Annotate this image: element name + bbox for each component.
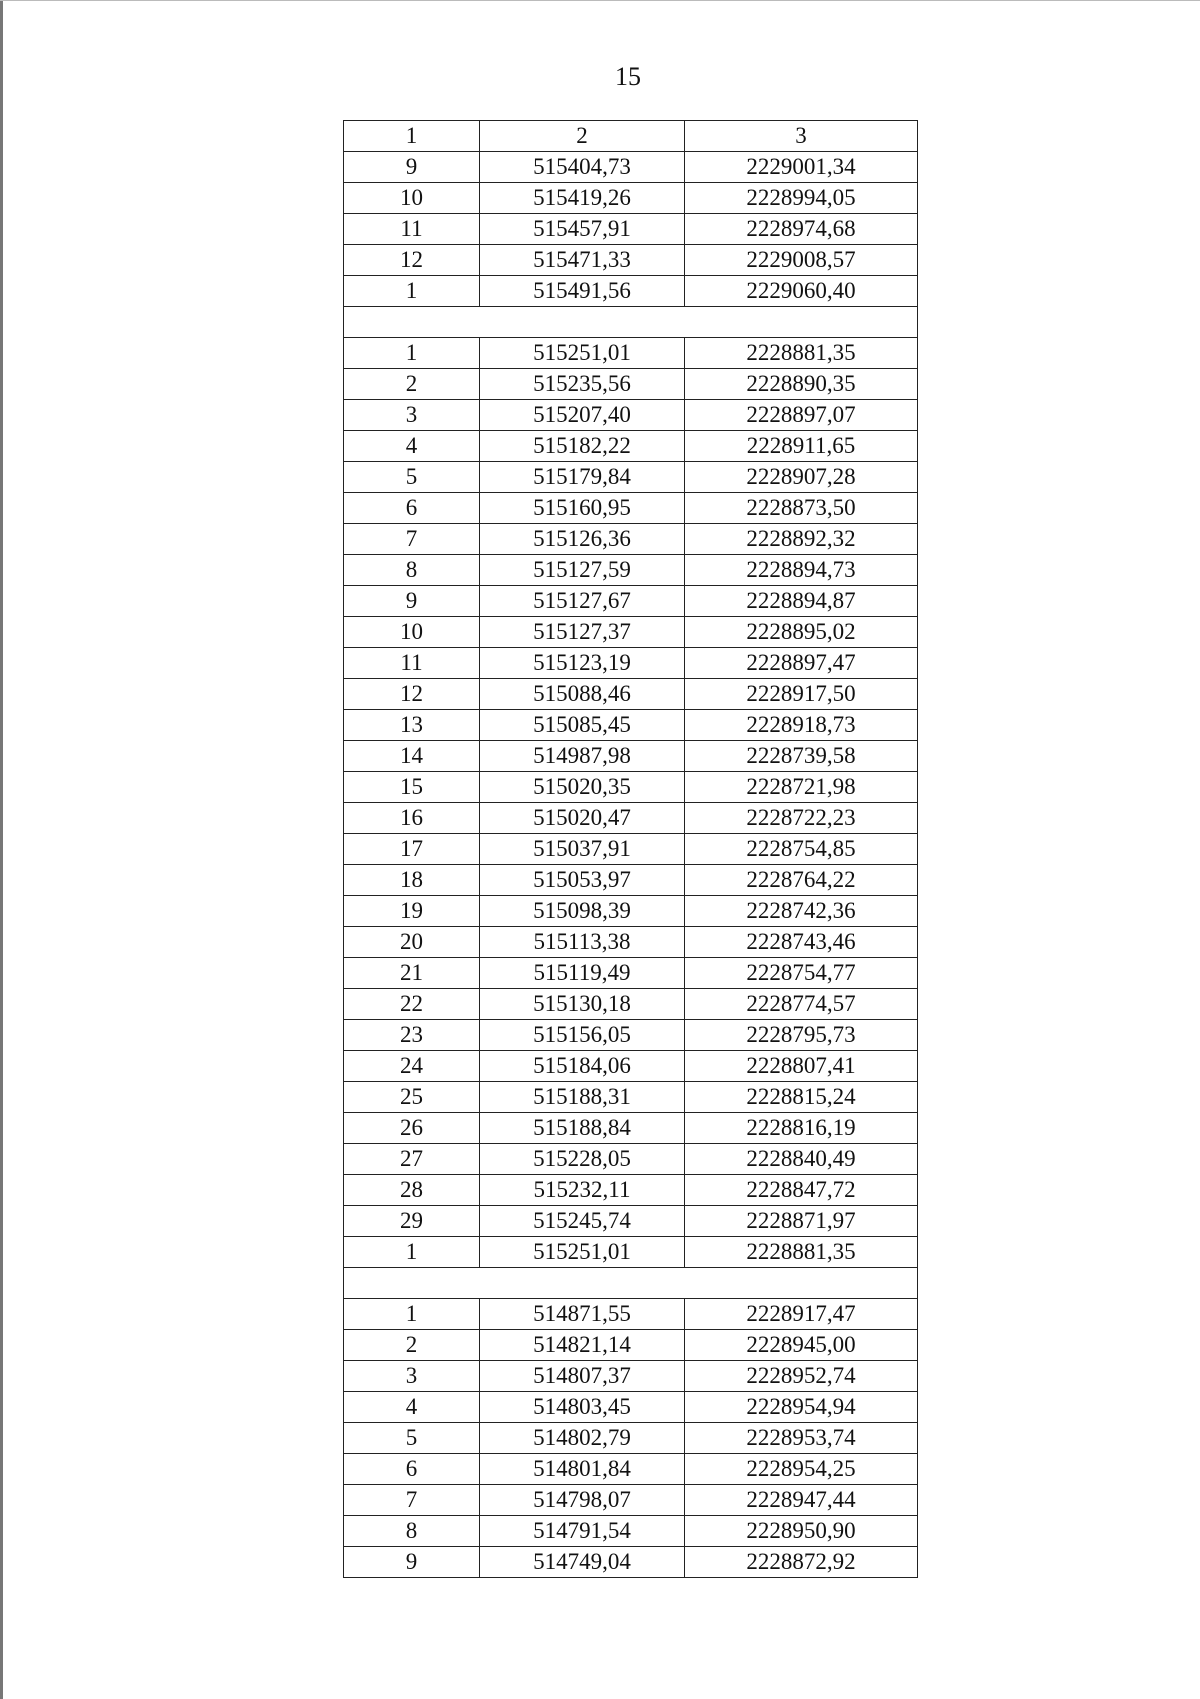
table-row <box>344 524 918 555</box>
table-row <box>344 679 918 710</box>
point-number-cell: 5 <box>344 462 480 493</box>
point-number-cell: 22 <box>344 989 480 1020</box>
x-coordinate-cell: 515179,84 <box>480 462 685 493</box>
header-cell-x: 2 <box>480 121 685 152</box>
point-number-cell: 17 <box>344 834 480 865</box>
point-number-cell: 12 <box>344 245 480 276</box>
y-coordinate-cell: 2228754,77 <box>685 958 918 989</box>
table-row <box>344 462 918 493</box>
table-row <box>344 1485 918 1516</box>
y-coordinate-cell: 2229008,57 <box>685 245 918 276</box>
point-number-cell: 11 <box>344 648 480 679</box>
x-coordinate-cell: 515020,47 <box>480 803 685 834</box>
point-number-cell: 10 <box>344 617 480 648</box>
point-number-cell: 9 <box>344 152 480 183</box>
table-row <box>344 958 918 989</box>
table-row <box>344 276 918 307</box>
table-row <box>344 772 918 803</box>
y-coordinate-cell: 2228947,44 <box>685 1485 918 1516</box>
point-number-cell: 19 <box>344 896 480 927</box>
y-coordinate-cell: 2228952,74 <box>685 1361 918 1392</box>
x-coordinate-cell: 515232,11 <box>480 1175 685 1206</box>
point-number-cell: 16 <box>344 803 480 834</box>
page-top-edge <box>0 0 1200 1</box>
x-coordinate-cell: 515127,37 <box>480 617 685 648</box>
separator-cell <box>344 307 918 338</box>
point-number-cell: 9 <box>344 1547 480 1578</box>
point-number-cell: 3 <box>344 1361 480 1392</box>
header-cell-point: 1 <box>344 121 480 152</box>
table-row <box>344 1237 918 1268</box>
x-coordinate-cell: 515404,73 <box>480 152 685 183</box>
table-row <box>344 927 918 958</box>
table-row <box>344 617 918 648</box>
y-coordinate-cell: 2228739,58 <box>685 741 918 772</box>
point-number-cell: 3 <box>344 400 480 431</box>
y-coordinate-cell: 2228897,47 <box>685 648 918 679</box>
table-row <box>344 1144 918 1175</box>
point-number-cell: 2 <box>344 1330 480 1361</box>
x-coordinate-cell: 515085,45 <box>480 710 685 741</box>
x-coordinate-cell: 515123,19 <box>480 648 685 679</box>
point-number-cell: 14 <box>344 741 480 772</box>
x-coordinate-cell: 515126,36 <box>480 524 685 555</box>
x-coordinate-cell: 515020,35 <box>480 772 685 803</box>
x-coordinate-cell: 515127,67 <box>480 586 685 617</box>
y-coordinate-cell: 2228721,98 <box>685 772 918 803</box>
x-coordinate-cell: 515228,05 <box>480 1144 685 1175</box>
y-coordinate-cell: 2228815,24 <box>685 1082 918 1113</box>
coordinates-table <box>343 120 918 1578</box>
point-number-cell: 8 <box>344 555 480 586</box>
x-coordinate-cell: 515184,06 <box>480 1051 685 1082</box>
table-row <box>344 400 918 431</box>
y-coordinate-cell: 2228953,74 <box>685 1423 918 1454</box>
x-coordinate-cell: 515491,56 <box>480 276 685 307</box>
table-row <box>344 803 918 834</box>
point-number-cell: 1 <box>344 1299 480 1330</box>
y-coordinate-cell: 2228917,50 <box>685 679 918 710</box>
y-coordinate-cell: 2228895,02 <box>685 617 918 648</box>
point-number-cell: 18 <box>344 865 480 896</box>
y-coordinate-cell: 2228754,85 <box>685 834 918 865</box>
coordinates-table-body <box>344 121 918 1578</box>
point-number-cell: 29 <box>344 1206 480 1237</box>
y-coordinate-cell: 2228917,47 <box>685 1299 918 1330</box>
x-coordinate-cell: 515053,97 <box>480 865 685 896</box>
x-coordinate-cell: 514802,79 <box>480 1423 685 1454</box>
point-number-cell: 9 <box>344 586 480 617</box>
table-row <box>344 1330 918 1361</box>
y-coordinate-cell: 2228994,05 <box>685 183 918 214</box>
x-coordinate-cell: 514803,45 <box>480 1392 685 1423</box>
x-coordinate-cell: 515088,46 <box>480 679 685 710</box>
x-coordinate-cell: 515419,26 <box>480 183 685 214</box>
x-coordinate-cell: 514871,55 <box>480 1299 685 1330</box>
table-row <box>344 1020 918 1051</box>
point-number-cell: 26 <box>344 1113 480 1144</box>
point-number-cell: 7 <box>344 524 480 555</box>
x-coordinate-cell: 515156,05 <box>480 1020 685 1051</box>
y-coordinate-cell: 2228892,32 <box>685 524 918 555</box>
y-coordinate-cell: 2228743,46 <box>685 927 918 958</box>
table-row <box>344 338 918 369</box>
point-number-cell: 21 <box>344 958 480 989</box>
table-row <box>344 1175 918 1206</box>
point-number-cell: 15 <box>344 772 480 803</box>
table-separator-row <box>344 307 918 338</box>
x-coordinate-cell: 515188,84 <box>480 1113 685 1144</box>
point-number-cell: 4 <box>344 1392 480 1423</box>
table-row <box>344 1361 918 1392</box>
x-coordinate-cell: 515207,40 <box>480 400 685 431</box>
point-number-cell: 27 <box>344 1144 480 1175</box>
x-coordinate-cell: 515160,95 <box>480 493 685 524</box>
x-coordinate-cell: 515119,49 <box>480 958 685 989</box>
page-number: 15 <box>615 62 641 91</box>
table-row <box>344 245 918 276</box>
y-coordinate-cell: 2228945,00 <box>685 1330 918 1361</box>
point-number-cell: 13 <box>344 710 480 741</box>
table-row <box>344 152 918 183</box>
x-coordinate-cell: 515245,74 <box>480 1206 685 1237</box>
point-number-cell: 11 <box>344 214 480 245</box>
y-coordinate-cell: 2228742,36 <box>685 896 918 927</box>
point-number-cell: 10 <box>344 183 480 214</box>
x-coordinate-cell: 514798,07 <box>480 1485 685 1516</box>
y-coordinate-cell: 2228911,65 <box>685 431 918 462</box>
table-row <box>344 865 918 896</box>
table-row <box>344 1392 918 1423</box>
y-coordinate-cell: 2228840,49 <box>685 1144 918 1175</box>
x-coordinate-cell: 515235,56 <box>480 369 685 400</box>
table-row <box>344 834 918 865</box>
point-number-cell: 28 <box>344 1175 480 1206</box>
table-row <box>344 1547 918 1578</box>
y-coordinate-cell: 2228847,72 <box>685 1175 918 1206</box>
x-coordinate-cell: 515457,91 <box>480 214 685 245</box>
y-coordinate-cell: 2228872,92 <box>685 1547 918 1578</box>
table-row <box>344 1082 918 1113</box>
point-number-cell: 6 <box>344 1454 480 1485</box>
y-coordinate-cell: 2228764,22 <box>685 865 918 896</box>
x-coordinate-cell: 514807,37 <box>480 1361 685 1392</box>
point-number-cell: 12 <box>344 679 480 710</box>
point-number-cell: 1 <box>344 276 480 307</box>
y-coordinate-cell: 2228722,23 <box>685 803 918 834</box>
y-coordinate-cell: 2228897,07 <box>685 400 918 431</box>
y-coordinate-cell: 2228954,94 <box>685 1392 918 1423</box>
x-coordinate-cell: 515182,22 <box>480 431 685 462</box>
y-coordinate-cell: 2228894,87 <box>685 586 918 617</box>
x-coordinate-cell: 514791,54 <box>480 1516 685 1547</box>
point-number-cell: 20 <box>344 927 480 958</box>
y-coordinate-cell: 2228881,35 <box>685 338 918 369</box>
point-number-cell: 4 <box>344 431 480 462</box>
y-coordinate-cell: 2228918,73 <box>685 710 918 741</box>
table-row <box>344 896 918 927</box>
table-row <box>344 1454 918 1485</box>
table-row <box>344 586 918 617</box>
x-coordinate-cell: 515471,33 <box>480 245 685 276</box>
x-coordinate-cell: 515251,01 <box>480 1237 685 1268</box>
x-coordinate-cell: 515113,38 <box>480 927 685 958</box>
separator-cell <box>344 1268 918 1299</box>
table-header-row <box>344 121 918 152</box>
y-coordinate-cell: 2228954,25 <box>685 1454 918 1485</box>
point-number-cell: 6 <box>344 493 480 524</box>
x-coordinate-cell: 514821,14 <box>480 1330 685 1361</box>
y-coordinate-cell: 2229001,34 <box>685 152 918 183</box>
table-row <box>344 555 918 586</box>
table-row <box>344 1299 918 1330</box>
y-coordinate-cell: 2228881,35 <box>685 1237 918 1268</box>
x-coordinate-cell: 515098,39 <box>480 896 685 927</box>
point-number-cell: 25 <box>344 1082 480 1113</box>
table-row <box>344 1423 918 1454</box>
x-coordinate-cell: 514749,04 <box>480 1547 685 1578</box>
point-number-cell: 8 <box>344 1516 480 1547</box>
y-coordinate-cell: 2228890,35 <box>685 369 918 400</box>
table-separator-row <box>344 1268 918 1299</box>
x-coordinate-cell: 515188,31 <box>480 1082 685 1113</box>
y-coordinate-cell: 2228871,97 <box>685 1206 918 1237</box>
table-row <box>344 1516 918 1547</box>
point-number-cell: 5 <box>344 1423 480 1454</box>
x-coordinate-cell: 514801,84 <box>480 1454 685 1485</box>
point-number-cell: 1 <box>344 1237 480 1268</box>
table-row <box>344 710 918 741</box>
table-row <box>344 431 918 462</box>
table-row <box>344 493 918 524</box>
x-coordinate-cell: 515130,18 <box>480 989 685 1020</box>
x-coordinate-cell: 515037,91 <box>480 834 685 865</box>
table-row <box>344 989 918 1020</box>
y-coordinate-cell: 2228974,68 <box>685 214 918 245</box>
y-coordinate-cell: 2229060,40 <box>685 276 918 307</box>
x-coordinate-cell: 515251,01 <box>480 338 685 369</box>
point-number-cell: 7 <box>344 1485 480 1516</box>
table-row <box>344 369 918 400</box>
table-row <box>344 183 918 214</box>
point-number-cell: 2 <box>344 369 480 400</box>
header-cell-y: 3 <box>685 121 918 152</box>
table-row <box>344 648 918 679</box>
y-coordinate-cell: 2228795,73 <box>685 1020 918 1051</box>
y-coordinate-cell: 2228807,41 <box>685 1051 918 1082</box>
y-coordinate-cell: 2228894,73 <box>685 555 918 586</box>
point-number-cell: 24 <box>344 1051 480 1082</box>
point-number-cell: 23 <box>344 1020 480 1051</box>
y-coordinate-cell: 2228816,19 <box>685 1113 918 1144</box>
table-row <box>344 214 918 245</box>
x-coordinate-cell: 515127,59 <box>480 555 685 586</box>
table-row <box>344 741 918 772</box>
point-number-cell: 1 <box>344 338 480 369</box>
y-coordinate-cell: 2228873,50 <box>685 493 918 524</box>
table-row <box>344 1206 918 1237</box>
y-coordinate-cell: 2228950,90 <box>685 1516 918 1547</box>
y-coordinate-cell: 2228774,57 <box>685 989 918 1020</box>
y-coordinate-cell: 2228907,28 <box>685 462 918 493</box>
x-coordinate-cell: 514987,98 <box>480 741 685 772</box>
table-row <box>344 1051 918 1082</box>
table-row <box>344 1113 918 1144</box>
page-left-edge <box>0 0 3 1699</box>
